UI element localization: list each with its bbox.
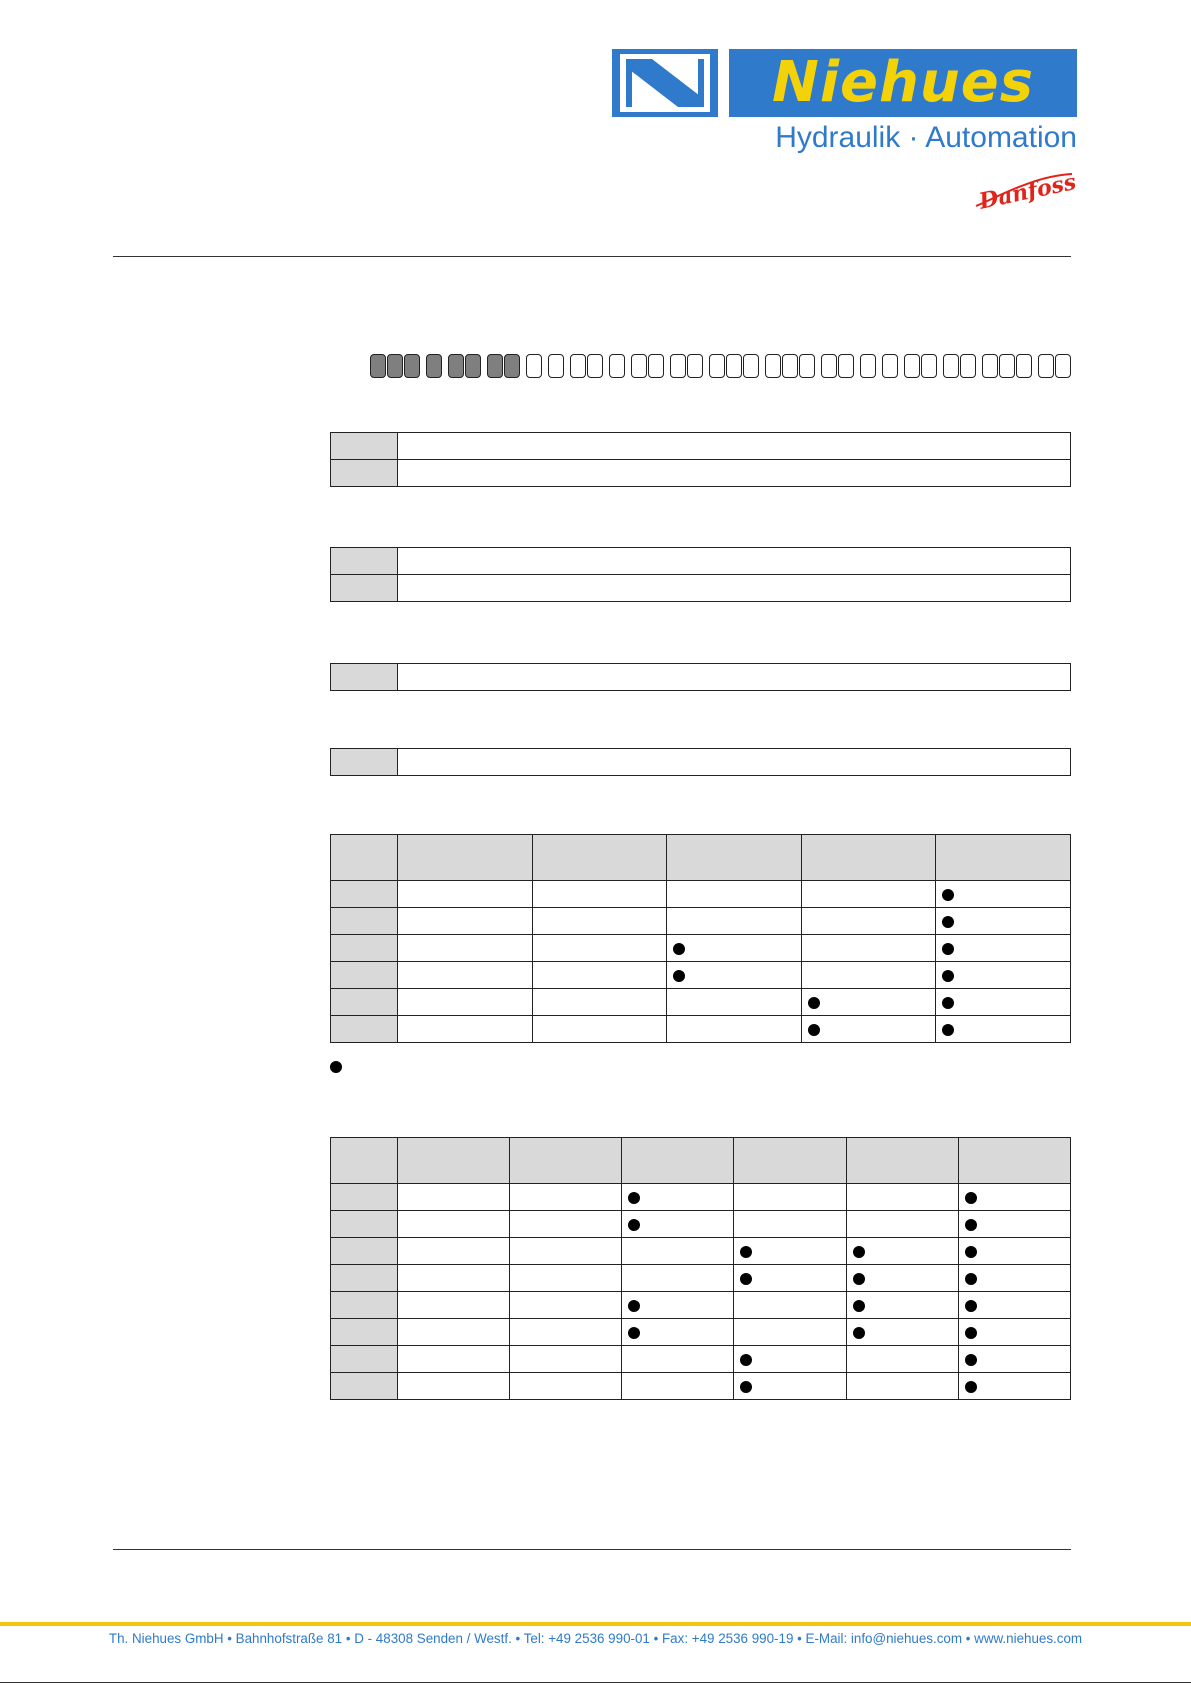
- legend-dot: [330, 1061, 342, 1073]
- footer-contact: Th. Niehues GmbH • Bahnhofstraße 81 • D - 48308 Senden / Westf. • Tel: +49 2536 990-01 • Fax: +49 2536 990-19 • E-Mail: info@niehues.com • www.niehues.com: [108, 1631, 1083, 1646]
- code-box: [426, 354, 442, 378]
- danfoss-logo: [972, 170, 1076, 210]
- code-box: [448, 354, 464, 378]
- table-row: [331, 1238, 1071, 1265]
- value-cell: [532, 1016, 667, 1043]
- table-row: [331, 908, 1071, 935]
- value-cell: [510, 1211, 622, 1238]
- value-cell: [510, 1238, 622, 1265]
- availability-dot: [853, 1246, 865, 1258]
- availability-dot: [628, 1327, 640, 1339]
- code-box: [999, 354, 1015, 378]
- option-matrix-1: [330, 834, 1071, 1043]
- value-cell: [667, 989, 802, 1016]
- availability-dot: [942, 1024, 954, 1036]
- value-cell: [532, 935, 667, 962]
- value-cell: [958, 1319, 1070, 1346]
- value-cell: [846, 1373, 958, 1400]
- key-cell: [331, 962, 398, 989]
- value-cell: [846, 1292, 958, 1319]
- code-box: [687, 354, 703, 378]
- header-cell: [398, 835, 533, 881]
- value-cell: [398, 962, 533, 989]
- value-cell: [622, 1265, 734, 1292]
- code-box: [570, 354, 586, 378]
- code-box: [709, 354, 725, 378]
- value-cell: [398, 881, 533, 908]
- code-box: [387, 354, 403, 378]
- value-cell: [734, 1373, 846, 1400]
- value-cell: [667, 908, 802, 935]
- code-box: [370, 354, 386, 378]
- header-divider: [113, 256, 1071, 257]
- table-row: [331, 749, 1071, 776]
- page-bottom-line: [0, 1682, 1191, 1683]
- availability-dot: [942, 997, 954, 1009]
- value-cell: [846, 1346, 958, 1373]
- table-row: [331, 433, 1071, 460]
- header-cell: [846, 1138, 958, 1184]
- availability-dot: [965, 1219, 977, 1231]
- value-cell: [734, 1292, 846, 1319]
- value-cell: [510, 1292, 622, 1319]
- header-cell: [801, 835, 936, 881]
- availability-dot: [628, 1219, 640, 1231]
- logo-tagline: Hydraulik · Automation: [775, 121, 1077, 154]
- value-cell: [532, 908, 667, 935]
- key-cell: [331, 460, 398, 487]
- option-matrix-2: [330, 1137, 1071, 1400]
- value-cell: [510, 1265, 622, 1292]
- value-cell: [958, 1211, 1070, 1238]
- value-cell: [801, 1016, 936, 1043]
- value-cell: [398, 935, 533, 962]
- availability-dot: [673, 970, 685, 982]
- value-cell: [958, 1265, 1070, 1292]
- code-box: [404, 354, 420, 378]
- value-cell: [398, 1319, 510, 1346]
- header-cell: [398, 1138, 510, 1184]
- table-row: [331, 1211, 1071, 1238]
- key-cell: [331, 1319, 398, 1346]
- value-cell: [398, 1292, 510, 1319]
- availability-dot: [673, 943, 685, 955]
- value-cell: [398, 664, 1071, 691]
- availability-dot: [628, 1192, 640, 1204]
- value-cell: [532, 881, 667, 908]
- footer-divider: [113, 1549, 1071, 1550]
- value-cell: [398, 1373, 510, 1400]
- code-box: [943, 354, 959, 378]
- availability-dot: [965, 1300, 977, 1312]
- value-cell: [667, 1016, 802, 1043]
- value-cell: [622, 1292, 734, 1319]
- code-box: [821, 354, 837, 378]
- option-table-1: [330, 432, 1071, 487]
- availability-dot: [965, 1381, 977, 1393]
- code-box: [648, 354, 664, 378]
- option-table-3: [330, 663, 1071, 691]
- value-cell: [398, 1265, 510, 1292]
- value-cell: [734, 1346, 846, 1373]
- table-row: [331, 575, 1071, 602]
- availability-dot: [965, 1273, 977, 1285]
- table-row: [331, 962, 1071, 989]
- value-cell: [398, 460, 1071, 487]
- code-box: [1038, 354, 1054, 378]
- code-box: [960, 354, 976, 378]
- code-box: [904, 354, 920, 378]
- code-box: [743, 354, 759, 378]
- header-cell: [958, 1138, 1070, 1184]
- value-cell: [958, 1292, 1070, 1319]
- value-cell: [510, 1373, 622, 1400]
- key-cell: [331, 749, 398, 776]
- value-cell: [532, 962, 667, 989]
- code-box: [765, 354, 781, 378]
- code-box: [782, 354, 798, 378]
- table-row: [331, 989, 1071, 1016]
- code-box: [799, 354, 815, 378]
- value-cell: [734, 1319, 846, 1346]
- availability-dot: [853, 1327, 865, 1339]
- table-row: [331, 1346, 1071, 1373]
- code-box: [548, 354, 564, 378]
- value-cell: [801, 962, 936, 989]
- availability-dot: [942, 943, 954, 955]
- value-cell: [622, 1373, 734, 1400]
- header-cell: [510, 1138, 622, 1184]
- key-cell: [331, 664, 398, 691]
- key-cell: [331, 1265, 398, 1292]
- value-cell: [936, 989, 1071, 1016]
- table-row: [331, 1265, 1071, 1292]
- code-box: [1016, 354, 1032, 378]
- value-cell: [510, 1184, 622, 1211]
- availability-dot: [965, 1246, 977, 1258]
- value-cell: [510, 1319, 622, 1346]
- niehues-logo: [729, 49, 1077, 117]
- value-cell: [958, 1238, 1070, 1265]
- value-cell: [622, 1346, 734, 1373]
- key-cell: [331, 1346, 398, 1373]
- niehues-logo-mark: [612, 49, 718, 117]
- availability-dot: [740, 1246, 752, 1258]
- value-cell: [801, 989, 936, 1016]
- value-cell: [398, 1238, 510, 1265]
- value-cell: [398, 575, 1071, 602]
- key-cell: [331, 1016, 398, 1043]
- table-row: [331, 935, 1071, 962]
- availability-dot: [740, 1354, 752, 1366]
- value-cell: [801, 908, 936, 935]
- code-box: [921, 354, 937, 378]
- value-cell: [667, 881, 802, 908]
- table-row: [331, 1373, 1071, 1400]
- logo-brand-text: Niehues: [771, 50, 1035, 115]
- value-cell: [398, 433, 1071, 460]
- value-cell: [846, 1184, 958, 1211]
- value-cell: [622, 1184, 734, 1211]
- value-cell: [398, 989, 533, 1016]
- table-row: [331, 548, 1071, 575]
- value-cell: [398, 908, 533, 935]
- table-row: [331, 1184, 1071, 1211]
- value-cell: [958, 1346, 1070, 1373]
- key-cell: [331, 881, 398, 908]
- code-box: [882, 354, 898, 378]
- availability-dot: [740, 1381, 752, 1393]
- value-cell: [398, 749, 1071, 776]
- value-cell: [622, 1319, 734, 1346]
- key-cell: [331, 1292, 398, 1319]
- header-cell: [936, 835, 1071, 881]
- key-cell: [331, 1373, 398, 1400]
- value-cell: [958, 1184, 1070, 1211]
- value-cell: [734, 1238, 846, 1265]
- value-cell: [622, 1211, 734, 1238]
- value-cell: [398, 1346, 510, 1373]
- code-box: [609, 354, 625, 378]
- code-box: [504, 354, 520, 378]
- code-box: [631, 354, 647, 378]
- header-key-cell: [331, 1138, 398, 1184]
- header-cell: [622, 1138, 734, 1184]
- table-row: [331, 881, 1071, 908]
- code-box: [526, 354, 542, 378]
- availability-dot: [942, 916, 954, 928]
- key-cell: [331, 548, 398, 575]
- key-cell: [331, 575, 398, 602]
- value-cell: [667, 962, 802, 989]
- table-row: [331, 1016, 1071, 1043]
- availability-dot: [965, 1327, 977, 1339]
- value-cell: [801, 935, 936, 962]
- key-cell: [331, 1211, 398, 1238]
- value-cell: [936, 935, 1071, 962]
- code-box: [1055, 354, 1071, 378]
- key-cell: [331, 433, 398, 460]
- value-cell: [801, 881, 936, 908]
- value-cell: [734, 1184, 846, 1211]
- availability-dot: [740, 1273, 752, 1285]
- header-cell: [532, 835, 667, 881]
- value-cell: [622, 1238, 734, 1265]
- code-box: [587, 354, 603, 378]
- value-cell: [398, 548, 1071, 575]
- availability-dot: [965, 1192, 977, 1204]
- value-cell: [532, 989, 667, 1016]
- availability-dot: [853, 1300, 865, 1312]
- table-row: [331, 664, 1071, 691]
- value-cell: [846, 1238, 958, 1265]
- availability-dot: [808, 1024, 820, 1036]
- header-cell: [734, 1138, 846, 1184]
- header-row: [331, 1138, 1071, 1184]
- value-cell: [936, 1016, 1071, 1043]
- code-box: [860, 354, 876, 378]
- value-cell: [936, 908, 1071, 935]
- availability-dot: [942, 889, 954, 901]
- value-cell: [936, 962, 1071, 989]
- availability-dot: [808, 997, 820, 1009]
- availability-dot: [853, 1273, 865, 1285]
- code-box: [726, 354, 742, 378]
- code-box: [487, 354, 503, 378]
- value-cell: [734, 1265, 846, 1292]
- value-cell: [936, 881, 1071, 908]
- value-cell: [398, 1016, 533, 1043]
- value-cell: [398, 1211, 510, 1238]
- key-cell: [331, 935, 398, 962]
- code-box: [670, 354, 686, 378]
- header-cell: [667, 835, 802, 881]
- value-cell: [846, 1211, 958, 1238]
- key-cell: [331, 1238, 398, 1265]
- code-box: [982, 354, 998, 378]
- key-cell: [331, 1184, 398, 1211]
- value-cell: [846, 1265, 958, 1292]
- code-box: [465, 354, 481, 378]
- footer-accent-rule: [0, 1622, 1191, 1626]
- value-cell: [398, 1184, 510, 1211]
- value-cell: [734, 1211, 846, 1238]
- option-table-2: [330, 547, 1071, 602]
- svg-text:Danfoss: Danfoss: [976, 170, 1076, 210]
- table-row: [331, 1292, 1071, 1319]
- availability-dot: [628, 1300, 640, 1312]
- option-table-4: [330, 748, 1071, 776]
- key-cell: [331, 908, 398, 935]
- value-cell: [958, 1373, 1070, 1400]
- availability-dot: [942, 970, 954, 982]
- value-cell: [510, 1346, 622, 1373]
- key-cell: [331, 989, 398, 1016]
- availability-dot: [965, 1354, 977, 1366]
- table-row: [331, 1319, 1071, 1346]
- header-key-cell: [331, 835, 398, 881]
- value-cell: [667, 935, 802, 962]
- value-cell: [846, 1319, 958, 1346]
- table-row: [331, 460, 1071, 487]
- code-box: [838, 354, 854, 378]
- header-row: [331, 835, 1071, 881]
